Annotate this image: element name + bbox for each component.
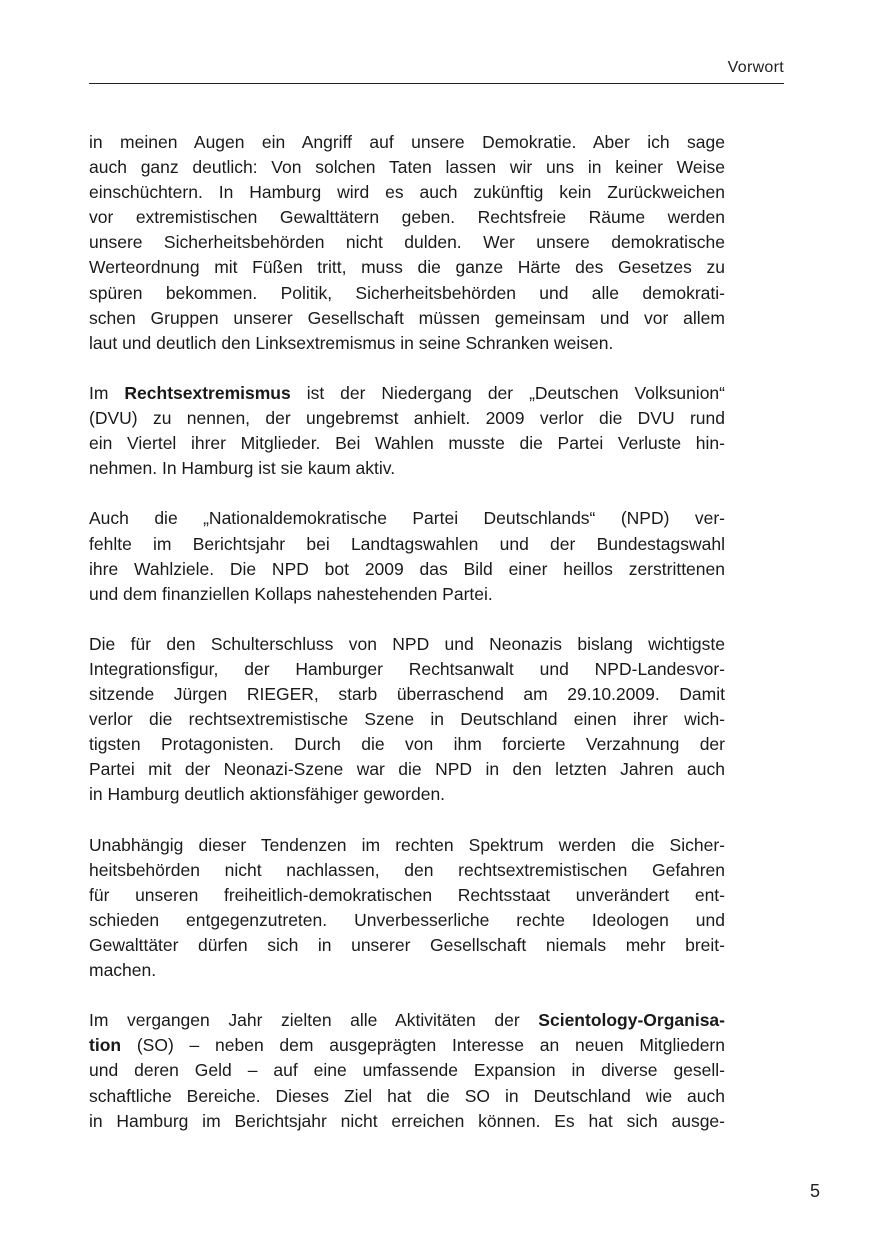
text-line: spüren bekommen. Politik, Sicherheitsbehörden und alle demokrati- <box>89 282 725 303</box>
text-line: laut und deutlich den Linksextremismus in seine Schranken weisen. <box>89 332 614 353</box>
text-line: einschüchtern. In Hamburg wird es auch zukünftig kein Zurückweichen <box>89 182 725 203</box>
text-line: Unabhängig dieser Tendenzen im rechten Spektrum werden die Sicher- <box>89 834 725 855</box>
text-line: Integrationsfigur, der Hamburger Rechtsanwalt und NPD-Landesvor- <box>89 658 725 679</box>
text-line: tion (SO) – neben dem ausgeprägten Interesse an neuen Mitgliedern <box>89 1035 725 1056</box>
text-line: ihre Wahlziele. Die NPD bot 2009 das Bild einer heillos zerstrittenen <box>89 558 725 579</box>
text-line: Im Rechtsextremismus ist der Niedergang der „Deutschen Volksunion“ <box>89 382 725 403</box>
text-line: fehlte im Berichtsjahr bei Landtagswahlen und der Bundestagswahl <box>89 533 725 554</box>
paragraph <box>89 381 725 481</box>
paragraph-gap <box>89 983 725 1008</box>
paragraph <box>89 506 725 606</box>
paragraph <box>89 130 725 356</box>
text-line: Auch die „Nationaldemokratische Partei Deutschlands“ (NPD) ver- <box>89 508 725 529</box>
text-line: schen Gruppen unserer Gesellschaft müssen gemeinsam und vor allem <box>89 307 725 328</box>
bold-term: Rechtsextremismus <box>124 382 291 403</box>
bold-term: tion <box>89 1035 122 1056</box>
text-line: Werteordnung mit Füßen tritt, muss die ganze Härte des Gesetzes zu <box>89 257 725 278</box>
bold-term: Scientology-Organisa- <box>538 1010 725 1031</box>
text-line: verlor die rechtsextremistische Szene in Deutschland einen ihrer wich- <box>89 709 725 730</box>
paragraph-gap <box>89 356 725 381</box>
text-line: Gewalttäter dürfen sich in unserer Gesellschaft niemals mehr breit- <box>89 935 725 955</box>
paragraph <box>89 833 725 984</box>
text-line: für unseren freiheitlich-demokratischen Rechtsstaat unverändert ent- <box>89 884 725 905</box>
text-line: unsere Sicherheitsbehörden nicht dulden. Wer unsere demokratische <box>89 232 725 253</box>
text-line: auch ganz deutlich: Von solchen Taten lassen wir uns in keiner Weise <box>89 157 725 178</box>
text-line: (DVU) zu nennen, der ungebremst anhielt. 2009 verlor die DVU rund <box>89 408 725 429</box>
text-line: machen. <box>89 960 157 981</box>
text-line: in meinen Augen ein Angriff auf unsere Demokratie. Aber ich sage <box>89 132 725 152</box>
text-line: nehmen. In Hamburg ist sie kaum aktiv. <box>89 458 396 479</box>
text-line: Die für den Schulterschluss von NPD und Neonazis bislang wichtigste <box>89 633 725 654</box>
paragraph-gap <box>89 607 725 632</box>
text-line: und dem finanziellen Kollaps nahestehenden Partei. <box>89 583 493 604</box>
paragraph <box>89 632 725 808</box>
text-line: sitzende Jürgen RIEGER, starb überraschend am 29.10.2009. Damit <box>89 684 725 705</box>
text-line: in Hamburg im Berichtsjahr nicht erreichen können. Es hat sich ausge- <box>89 1110 725 1131</box>
text-line: tigsten Protagonisten. Durch die von ihm forcierte Verzahnung der <box>89 734 725 755</box>
text-line: und deren Geld – auf eine umfassende Expansion in diverse gesell- <box>89 1060 725 1081</box>
paragraph-gap <box>89 481 725 506</box>
text-line: schieden entgegenzutreten. Unverbesserliche rechte Ideologen und <box>89 909 725 930</box>
text-line: ein Viertel ihrer Mitglieder. Bei Wahlen musste die Partei Verluste hin- <box>89 433 725 454</box>
text-line: Partei mit der Neonazi-Szene war die NPD in den letzten Jahren auch <box>89 759 725 780</box>
body-text <box>89 130 725 1134</box>
running-header <box>89 58 784 84</box>
paragraph <box>89 1008 725 1133</box>
text-line: in Hamburg deutlich aktionsfähiger geworden. <box>89 784 446 805</box>
text-line: vor extremistischen Gewalttätern geben. Rechtsfreie Räume werden <box>89 207 725 228</box>
page-number: 5 <box>809 1181 820 1201</box>
paragraph-gap <box>89 808 725 833</box>
text-line: Im vergangen Jahr zielten alle Aktivitäten der Scientology-Organisa- <box>89 1010 725 1031</box>
running-header-title: Vorwort <box>727 59 784 76</box>
text-line: heitsbehörden nicht nachlassen, den rechtsextremistischen Gefahren <box>89 859 725 880</box>
text-line: schaftliche Bereiche. Dieses Ziel hat die SO in Deutschland wie auch <box>89 1085 725 1106</box>
